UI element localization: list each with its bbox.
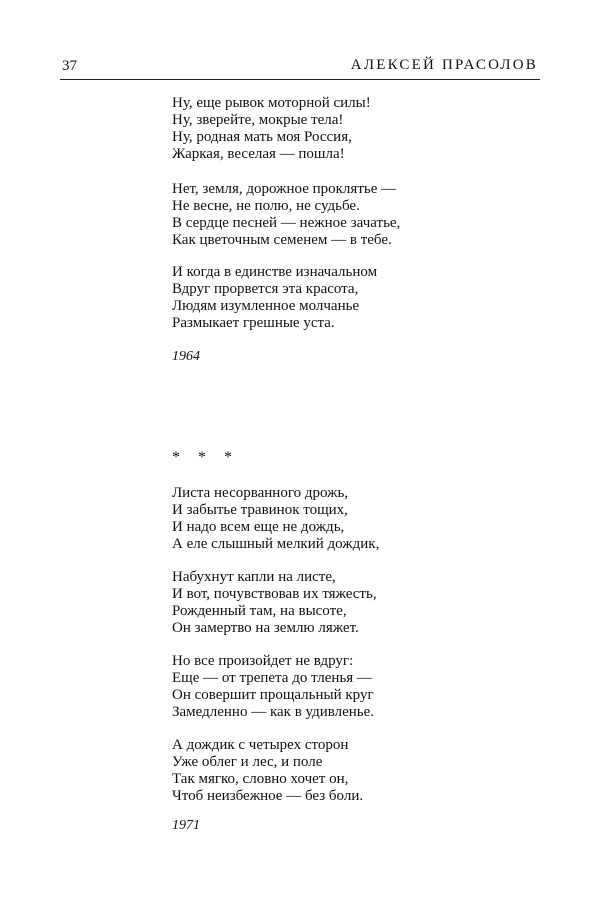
verse-line: Ну, родная мать моя Россия, [172, 129, 352, 145]
verse-line: Вдруг прорвется эта красота, [172, 281, 359, 297]
poem2-stanza-4 [172, 737, 363, 805]
verse-line: Он замертво на землю ляжет. [172, 620, 359, 636]
poem2-stanza-3 [172, 653, 374, 721]
poem1-date: 1964 [172, 349, 200, 364]
verse-line: Рожденный там, на высоте, [172, 603, 347, 619]
verse-line: Уже облег и лес, и поле [172, 754, 323, 770]
verse-line: Чтоб неизбежное — без боли. [172, 788, 364, 804]
verse-line: Набухнут капли на листе, [172, 569, 336, 585]
verse-line: Еще — от трепета до тленья — [172, 670, 372, 686]
page-number: 37 [62, 58, 77, 74]
header-rule [60, 79, 540, 80]
verse-line: Но все произойдет не вдруг: [172, 653, 354, 669]
poem2-stanza-2 [172, 569, 377, 637]
verse-line: Как цветочным семенем — в тебе. [172, 232, 392, 248]
verse-line: Нет, земля, дорожное проклятье — [172, 181, 397, 197]
verse-line: Он совершит прощальный круг [172, 687, 374, 703]
poem2-stanza-1 [172, 485, 379, 553]
verse-line: Ну, еще рывок моторной силы! [172, 95, 371, 111]
verse-line: В сердце песней — нежное зачатье, [172, 215, 401, 231]
poem1-stanza-3 [172, 264, 377, 332]
verse-line: Так мягко, словно хочет он, [172, 771, 349, 787]
running-head-author: АЛЕКСЕЙ ПРАСОЛОВ [350, 57, 538, 73]
verse-line: Людям изумленное молчанье [172, 298, 360, 314]
verse-line: И когда в единстве изначальном [172, 264, 378, 280]
poem1-stanza-2 [172, 181, 400, 249]
poem1-stanza-1 [172, 95, 371, 163]
verse-line: Не весне, не полю, не судьбе. [172, 198, 360, 214]
verse-line: И надо всем еще не дождь, [172, 519, 345, 535]
verse-line: Листа несорванного дрожь, [172, 485, 349, 501]
verse-line: А еле слышный мелкий дождик, [172, 536, 380, 552]
verse-line: Замедленно — как в удивленье. [172, 704, 375, 720]
verse-line: Жаркая, веселая — пошла! [172, 146, 345, 162]
verse-line: Ну, зверейте, мокрые тела! [172, 112, 344, 128]
verse-line: Размыкает грешные уста. [172, 315, 335, 331]
poem2-title-asterisks: * * * [172, 449, 239, 466]
verse-line: А дождик с четырех сторон [172, 737, 349, 753]
poem2-date: 1971 [172, 818, 200, 833]
verse-line: И забытье травинок тощих, [172, 502, 348, 518]
verse-line: И вот, почувствовав их тяжесть, [172, 586, 377, 602]
